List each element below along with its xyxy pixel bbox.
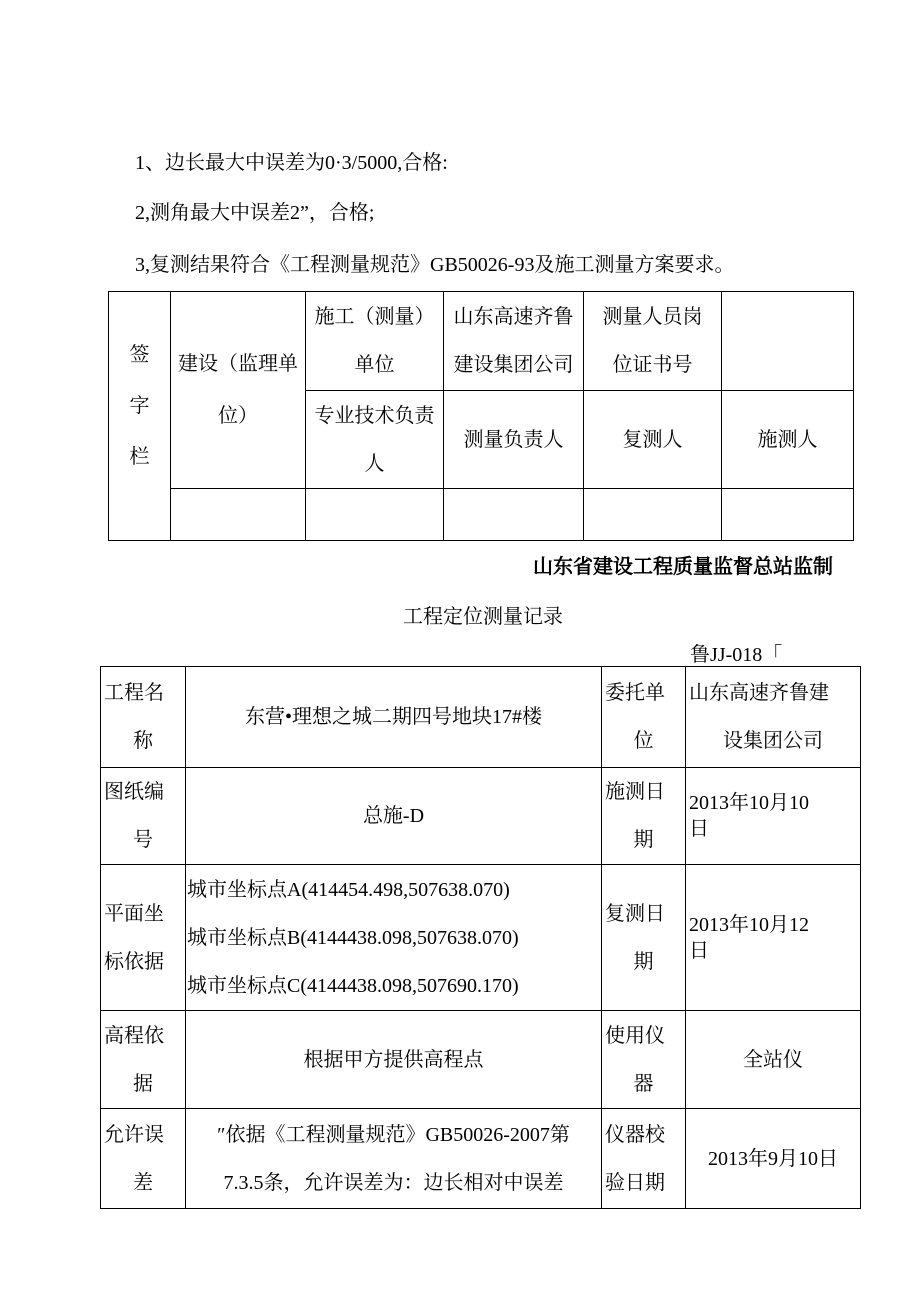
project-name-label: 称 [133,730,153,752]
note-line-2: 2,测角最大中误差2”，合格; [135,202,375,224]
coordinate-point-b: 城市坐标点B(4144438.098,507638.070) [187,926,519,949]
tolerance-label-cell [101,1109,186,1209]
coordinate-point-c: 城市坐标点C(4144438.098,507690.170) [187,974,519,997]
resurvey-date-value: 2013年10月12 [689,913,809,936]
construction-supervision-label: 建设（监理单 [178,353,298,375]
plane-basis-label-cell [101,865,186,1011]
contractor-unit-name: 山东高速齐鲁 [453,306,574,328]
tolerance-label: 差 [133,1171,153,1194]
tolerance-value: 7.3.5条，允许误差为：边长相对中误差 [223,1171,564,1194]
resurvey-date-label-cell [602,865,686,1011]
calibration-date-value: 2013年9月10日 [686,1109,861,1209]
survey-date-value: 日 [689,818,709,840]
survey-date-label: 期 [633,829,654,851]
contractor-unit-label: 施工（测量） [314,306,435,328]
tolerance-value-cell [186,1109,602,1209]
resurvey-signature-cell [584,489,722,541]
tolerance-value: ″依据《工程测量规范》GB50026-2007第 [217,1123,570,1146]
elevation-basis-label: 据 [133,1072,153,1095]
survey-date-label: 施测日 [605,781,665,803]
plane-basis-value-cell [186,865,602,1011]
signature-row-1 [109,292,854,391]
page-title: 工程定位测量记录 [403,606,563,628]
technical-lead-label: 人 [364,452,385,475]
client-label-cell [602,667,686,768]
construction-supervision-label: 位） [218,405,258,427]
plane-basis-label: 标依据 [104,950,164,973]
record-row-elevation [101,1011,861,1109]
instrument-label-cell [602,1011,686,1109]
instrument-label: 使用仪 [605,1024,665,1047]
client-value: 山东高速齐鲁建 [689,682,829,704]
elevation-basis-label-cell [101,1011,186,1109]
survey-lead-label-cell: 测量负责人 [444,391,584,489]
drawing-no-label: 号 [133,829,153,851]
drawing-no-value: 总施-D [186,768,602,865]
signature-section-cell [109,292,171,541]
signature-section-label: 栏 [129,445,150,468]
certificate-label-cell [584,292,722,391]
contractor-unit-name-cell [444,292,584,391]
contractor-unit-name: 建设集团公司 [453,354,574,376]
technical-lead-label-cell [306,391,444,489]
survey-date-value-cell [686,768,861,865]
record-table [100,666,861,1209]
resurvey-date-value: 日 [689,939,709,962]
construction-supervision-cell [171,292,306,489]
survey-date-label-cell [602,768,686,865]
client-value-cell [686,667,861,768]
technical-lead-signature-cell [306,489,444,541]
tolerance-label: 允许误 [104,1123,164,1146]
elevation-basis-value: 根据甲方提供高程点 [186,1011,602,1109]
project-name-value: 东营•理想之城二期四号地块17#楼 [186,667,602,768]
client-label: 委托单 [605,682,665,704]
record-row-drawing [101,768,861,865]
coordinate-point-a: 城市坐标点A(414454.498,507638.070) [187,878,510,901]
record-row-project [101,667,861,768]
surveyor-label-cell: 施测人 [722,391,854,489]
supervisor-note: 山东省建设工程质量监督总站监制 [533,556,833,578]
resurvey-date-label: 期 [633,950,654,973]
resurvey-date-value-cell [686,865,861,1011]
calibration-date-label: 验日期 [605,1171,665,1194]
drawing-no-label-cell [101,768,186,865]
record-row-tolerance [101,1109,861,1209]
instrument-value: 全站仪 [686,1011,861,1109]
survey-lead-signature-cell [444,489,584,541]
client-value: 设集团公司 [723,730,823,752]
plane-basis-label: 平面坐 [104,902,164,925]
signature-section-label: 签 [129,343,150,366]
signature-table [108,291,854,541]
certificate-label: 位证书号 [612,354,693,376]
resurvey-date-label: 复测日 [605,902,665,925]
form-code: 鲁JJ-018「 [690,644,783,666]
contractor-unit-label-cell [306,292,444,391]
signature-section-label: 字 [129,394,150,417]
project-name-label: 工程名 [104,682,164,704]
technical-lead-label: 专业技术负责 [314,404,435,427]
calibration-date-label: 仪器校 [605,1123,665,1146]
project-name-label-cell [101,667,186,768]
signature-row-3 [109,489,854,541]
surveyor-signature-cell [722,489,854,541]
instrument-label: 器 [633,1072,654,1095]
supervision-signature-cell [171,489,306,541]
record-row-plane-basis [101,865,861,1011]
note-line-1: 1、边长最大中误差为0·3/5000,合格: [135,152,448,174]
survey-date-value: 2013年10月10 [689,792,809,814]
calibration-date-label-cell [602,1109,686,1209]
resurvey-label-cell: 复测人 [584,391,722,489]
certificate-label: 测量人员岗 [602,306,703,328]
drawing-no-label: 图纸编 [104,781,164,803]
contractor-unit-label: 单位 [354,354,395,376]
client-label: 位 [633,730,654,752]
note-line-3: 3,复测结果符合《工程测量规范》GB50026-93及施工测量方案要求。 [135,254,735,276]
elevation-basis-label: 高程依 [104,1024,164,1047]
certificate-value-cell [722,292,854,391]
